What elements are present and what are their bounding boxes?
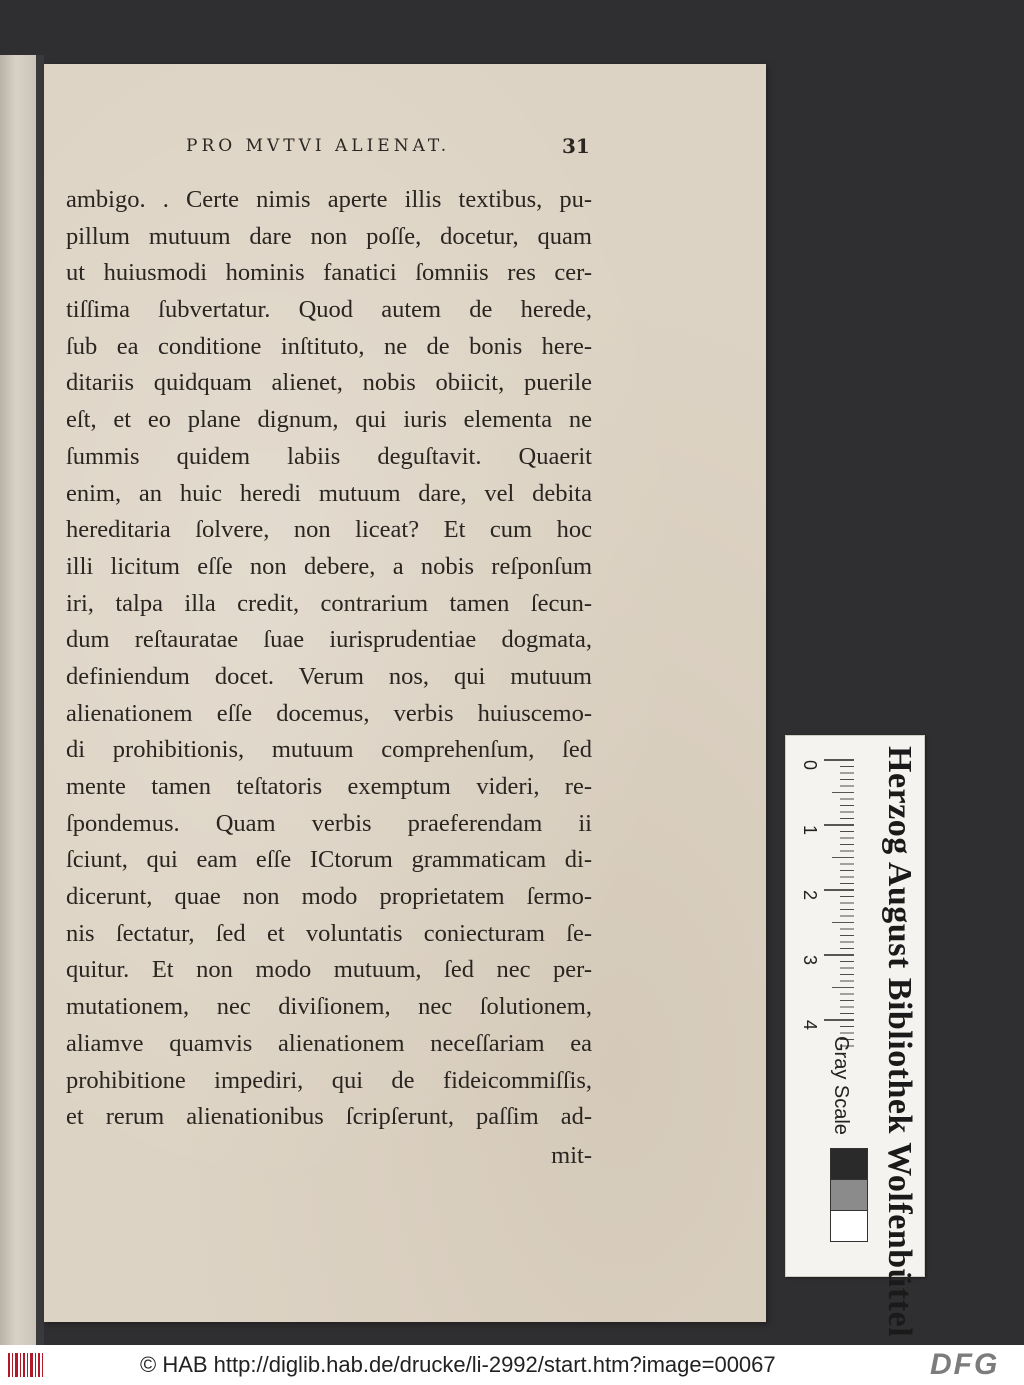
text-line: aliamve quamvis alienationem neceſſariam ea	[66, 1029, 592, 1057]
ruler-number: 1	[800, 825, 820, 836]
book-gutter	[36, 55, 44, 1345]
text-line: pillum mutuum dare non poſſe, docetur, quam	[66, 222, 592, 250]
text-line: ſciunt, qui eam eſſe ICtorum grammaticam di-	[66, 846, 592, 874]
copyright-link[interactable]: © HAB http://diglib.hab.de/drucke/li-2992/start.htm?image=00067	[140, 1352, 776, 1377]
barcode-logo-icon	[8, 1351, 46, 1379]
text-line: dicerunt, quae non modo proprietatem ſermo-	[66, 883, 592, 911]
footer-bar	[0, 1345, 1024, 1385]
grayscale-swatch-light	[830, 1210, 868, 1242]
text-line: ut huiusmodi hominis fanatici ſomniis res cer-	[66, 259, 592, 287]
text-line: ditariis quidquam alienet, nobis obiicit, puerile	[66, 369, 592, 397]
text-line: ſpondemus. Quam verbis praeferendam ii	[66, 809, 592, 837]
ruler-number: 0	[800, 760, 820, 771]
text-line: ſummis quidem labiis deguſtavit. Quaerit	[66, 442, 592, 470]
page-number: 31	[562, 134, 590, 158]
grayscale-swatch-dark	[830, 1148, 868, 1180]
library-label-area	[868, 746, 918, 1338]
ruler-icon	[796, 748, 856, 1048]
text-line: alienationem eſſe docemus, verbis huiuscemo-	[66, 699, 592, 727]
dfg-logo: DFG	[930, 1348, 1000, 1381]
text-line: illi licitum eſſe non debere, a nobis reſponſum	[66, 552, 592, 580]
body-text	[66, 182, 592, 1136]
text-line: nis ſectatur, ſed et voluntatis coniecturam ſe-	[66, 919, 592, 947]
ruler-number: 2	[800, 890, 820, 901]
text-line: di prohibitionis, mutuum comprehenſum, ſed	[66, 736, 592, 764]
running-head: PRO MVTVI ALIENAT.	[186, 136, 451, 156]
scale-card	[785, 735, 925, 1338]
ruler-number: 3	[800, 955, 820, 966]
text-line: eſt, et eo plane dignum, qui iuris elementa ne	[66, 406, 592, 434]
text-line: prohibitione impediri, qui de fideicommiſſis,	[66, 1066, 592, 1094]
text-line: ſub ea conditione inſtituto, ne de bonis here-	[66, 332, 592, 360]
ruler-number: 4	[800, 1020, 820, 1031]
text-line: dum reſtauratae ſuae iurisprudentiae dogmata,	[66, 626, 592, 654]
library-name: Herzog August Bibliothek Wolfenbüttel	[881, 746, 918, 1338]
text-line: hereditaria ſolvere, non liceat? Et cum hoc	[66, 516, 592, 544]
grayscale-swatch-mid	[830, 1179, 868, 1211]
text-line: ambigo. . Certe nimis aperte illis textibus, pu-	[66, 186, 592, 213]
text-line: mente tamen teſtatoris exemptum videri, re-	[66, 773, 592, 800]
text-line: tiſſima ſubvertatur. Quod autem de herede,	[66, 296, 592, 324]
text-line: enim, an huic heredi mutuum dare, vel debita	[66, 479, 592, 507]
text-line: iri, talpa illa credit, contrarium tamen ſecun-	[66, 589, 592, 617]
grayscale-label: Gray Scale	[830, 1036, 852, 1135]
text-line: et rerum alienationibus ſcripſerunt, paſſim ad-	[66, 1103, 592, 1131]
text-line: mutationem, nec diviſionem, nec ſolutionem,	[66, 993, 592, 1021]
previous-page-edge	[0, 55, 40, 1345]
catchword: mit-	[551, 1142, 592, 1169]
text-line: definiendum docet. Verum nos, qui mutuum	[66, 662, 592, 690]
text-line: quitur. Et non modo mutuum, ſed nec per-	[66, 956, 592, 984]
